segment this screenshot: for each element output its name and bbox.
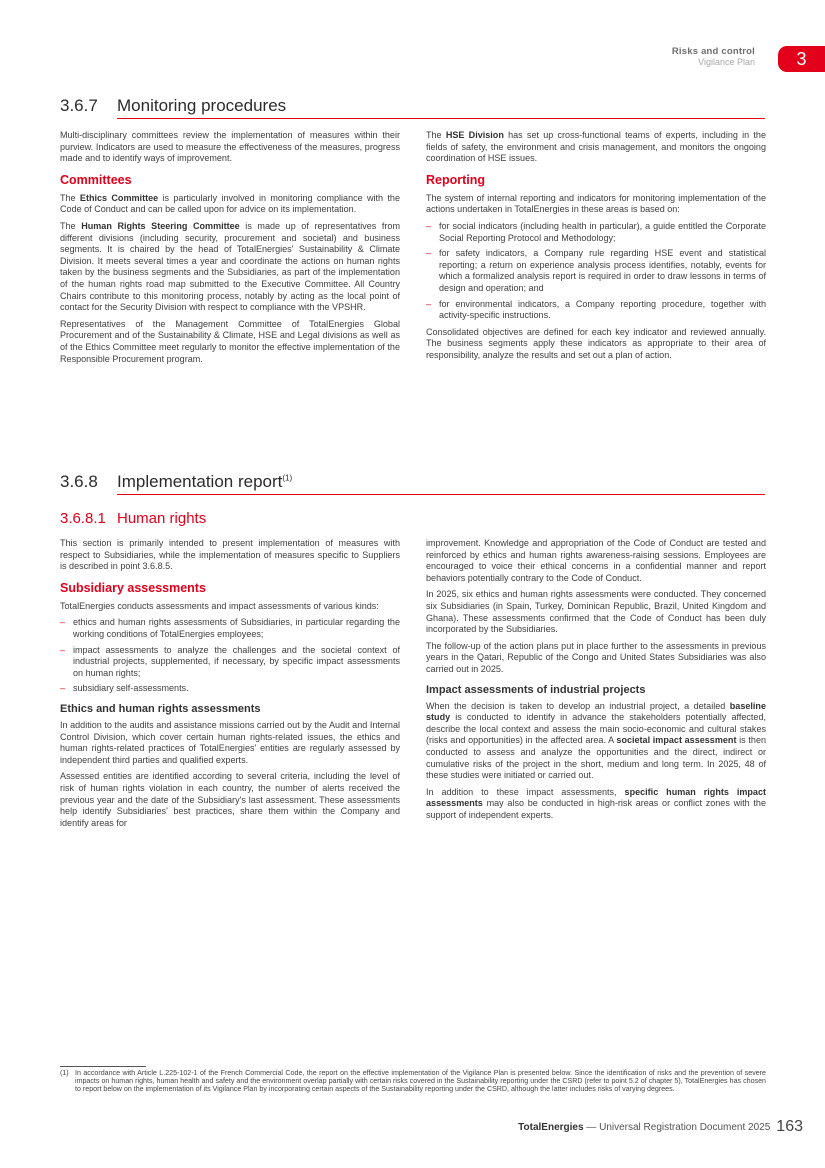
header-section-title: Risks and control <box>671 46 755 57</box>
section-heading-3-6-7 <box>60 96 286 116</box>
footer-separator: — <box>583 1122 600 1133</box>
paragraph: improvement. Knowledge and appropriation of the Code of Conduct are tested and reinforced by ethics and human rights awareness-raising sessions. Employees are encouraged to voice their ethical concerns in a confidential manner and report behaviors potentially contrary to the Code of Conduct. <box>426 538 766 583</box>
section-heading-3-6-8 <box>60 472 292 492</box>
bold-term: HSE Division <box>445 130 504 140</box>
subsection-title: Human rights <box>117 510 207 527</box>
bold-term: Human Rights Steering Committee <box>81 220 240 231</box>
footnote-number: (1) <box>60 1069 69 1077</box>
paragraph: In addition to these impact assessments, specific human rights impact assessments may also be conducted in high-risk areas or conflict zones with the support of independent experts. <box>426 786 766 820</box>
section-rule <box>117 118 765 119</box>
sec367-right-column <box>426 130 766 367</box>
section-rule <box>117 494 765 495</box>
list-item: – ethics and human rights assessments of Subsidiaries, in particular regarding the working conditions of TotalEnergies employees; <box>60 617 400 639</box>
paragraph: Multi-disciplinary committees review the implementation of measures within their purview. Indicators are used to measure the effectiveness of the measures, progress made and to identify ways of improvement. <box>60 130 400 164</box>
paragraph: When the decision is taken to develop an industrial project, a detailed baseline study is conducted to identify in advance the stakeholders potentially affected, describe the local context and assess the main socio-economic and cultural stakes (risks and opportunities) in the affected area. A societal impact assessment is then conducted to assess and analyze the opportunities and the direct, indirect or cumulative risks of the project in the short, medium and long term. In 2025, 48 of these studies were initiated or carried out. <box>426 700 767 781</box>
paragraph: TotalEnergies conducts assessments and impact assessments of various kinds: <box>60 600 379 611</box>
section-title: Implementation report <box>117 472 283 491</box>
section-title: Monitoring procedures <box>117 96 287 115</box>
chapter-tab: 3 <box>778 46 825 72</box>
subheading-impact-assessments: Impact assessments of industrial projects <box>426 683 646 696</box>
list-item: – impact assessments to analyze the challenges and the societal context of industrial projects, supplemented, if necessary, by specific impact assessments on human rights; <box>60 644 400 678</box>
subheading-ethics-assessments: Ethics and human rights assessments <box>60 702 261 715</box>
footnote <box>60 1069 766 1094</box>
paragraph: Assessed entities are identified according to several criteria, including the level of risk of human rights violation in each country, the number of alerts received the previous year and the date of the Subsidiary's last assessment. These assessments help identify Subsidiaries' best practices, share them within the Company and identify areas for <box>60 771 400 828</box>
footer-doc-title: Universal Registration Document 2025 <box>599 1122 771 1133</box>
subheading-reporting: Reporting <box>426 172 486 187</box>
paragraph: The Ethics Committee is particularly involved in monitoring compliance with the Code of Conduct and can be called upon for advice on its implementation. <box>60 192 400 215</box>
header-subsection-title: Vigilance Plan <box>698 57 755 67</box>
sec3681-left-column <box>60 538 400 834</box>
footnote-ref: (1) <box>282 473 293 483</box>
section-number: 3.6.7 <box>60 96 98 115</box>
page-footer <box>518 1118 803 1136</box>
sec3681-right-column <box>426 538 766 826</box>
paragraph: In addition to the audits and assistance missions carried out by the Audit and Internal Control Division, which cover certain human rights-related issues, the ethics and human rights-related practices of TotalEnergies' entities are regularly assessed by independent third parties and qualified experts. <box>60 719 400 765</box>
paragraph: This section is primarily intended to present implementation of measures with respect to Subsidiaries, while the implementation of measures specific to Suppliers is described in point 3.6.8.5. <box>60 538 400 572</box>
subsection-heading-3-6-8-1 <box>60 510 206 527</box>
list-item: – subsidiary self-assessments. <box>60 683 189 694</box>
paragraph: The Human Rights Steering Committee is made up of representatives from different divisions (including security, procurement and societal) and business segments. It is chaired by the head of TotalEnergies' Sustainability & Climate Division. It meets several times a year and coordinate the actions on human rights taken by the business segments and the Subsidiaries, as part of the implementation of the human rights road map submitted to the Executive Committee. All Country Chairs contribute to this monitoring process, notably by acting as the local point of contact for the Security Division with respect to compliance with the VPSHR. <box>60 220 400 313</box>
paragraph: In 2025, six ethics and human rights assessments were conducted. They concerned six Subsidiaries (in Spain, Turkey, Dominican Republic, Brazil, United Kingdom and Ghana). These assessments confirmed that the Code of Conduct has been duly incorporated by the Subsidiaries. <box>426 589 766 635</box>
page-number: 163 <box>776 1118 803 1135</box>
subheading-subsidiary-assessments: Subsidiary assessments <box>60 580 206 595</box>
paragraph: Representatives of the Management Committee of TotalEnergies Global Procurement and of the Sustainability & Climate, HSE and Legal divisions as well as of the Ethics Committee meet regularly to monitor the effective implementation of the Responsible Procurement program. <box>60 318 400 364</box>
footnote-text: In accordance with Article L.225-102-1 of the French Commercial Code, the report on the effective implementation of the Vigilance Plan is presented below. Since the identification of risks and the prevention of severe impacts on human rights, human health and safety and the environment overlap partially with certain risks covered in the Sustainability reporting under the CSRD (refer to point 5.2 of chapter 5), TotalEnergies has chosen to report below on the implementation of its Vigilance Plan by incorporating certain aspects of the Sustainability reporting under the CSRD, although the latter includes risks of varying degrees. <box>75 1069 766 1094</box>
bold-term: societal impact assessment <box>616 735 737 746</box>
list-item: – for environmental indicators, a Company reporting procedure, together with activity-specific instructions. <box>426 298 766 321</box>
bold-term: Ethics Committee <box>79 192 159 203</box>
paragraph: The follow-up of the action plans put in place further to the assessments in previous years in the Qatari, Republic of the Congo and United States Subsidiaries was also carried out in 2025. <box>426 640 766 674</box>
bold-term: baseline study <box>426 700 766 723</box>
subsection-number: 3.6.8.1 <box>60 510 106 527</box>
assessment-list <box>60 617 400 695</box>
section-number: 3.6.8 <box>60 472 98 491</box>
footnote-rule <box>60 1066 146 1067</box>
sec367-left-column <box>60 130 400 370</box>
footer-brand: TotalEnergies <box>518 1122 584 1133</box>
list-item: – for social indicators (including health in particular), a guide entitled the Corporate Social Reporting Protocol and Methodology; <box>426 220 766 243</box>
subheading-committees: Committees <box>60 172 132 187</box>
bold-term: specific human rights impact assessments <box>426 786 766 809</box>
running-header <box>672 46 755 68</box>
paragraph: The HSE Division has set up cross-functional teams of experts, including in the fields of safety, the environment and crisis management, and monitors the ongoing coordination of HSE issues. <box>426 130 766 164</box>
paragraph: The system of internal reporting and indicators for monitoring implementation of the actions undertaken in TotalEnergies in these areas is based on: <box>426 192 766 215</box>
reporting-list <box>426 221 766 322</box>
paragraph: Consolidated objectives are defined for each key indicator and reviewed annually. The business segments apply these indicators as appropriate to their area of responsibility, analyze the results and set out a plan of action. <box>426 326 766 360</box>
list-item: – for safety indicators, a Company rule regarding HSE event and statistical reporting; a return on experience analysis process identifies, notably, events for which a formalized analysis report is required in order to draw lessons in terms of design and operation; and <box>426 248 766 293</box>
